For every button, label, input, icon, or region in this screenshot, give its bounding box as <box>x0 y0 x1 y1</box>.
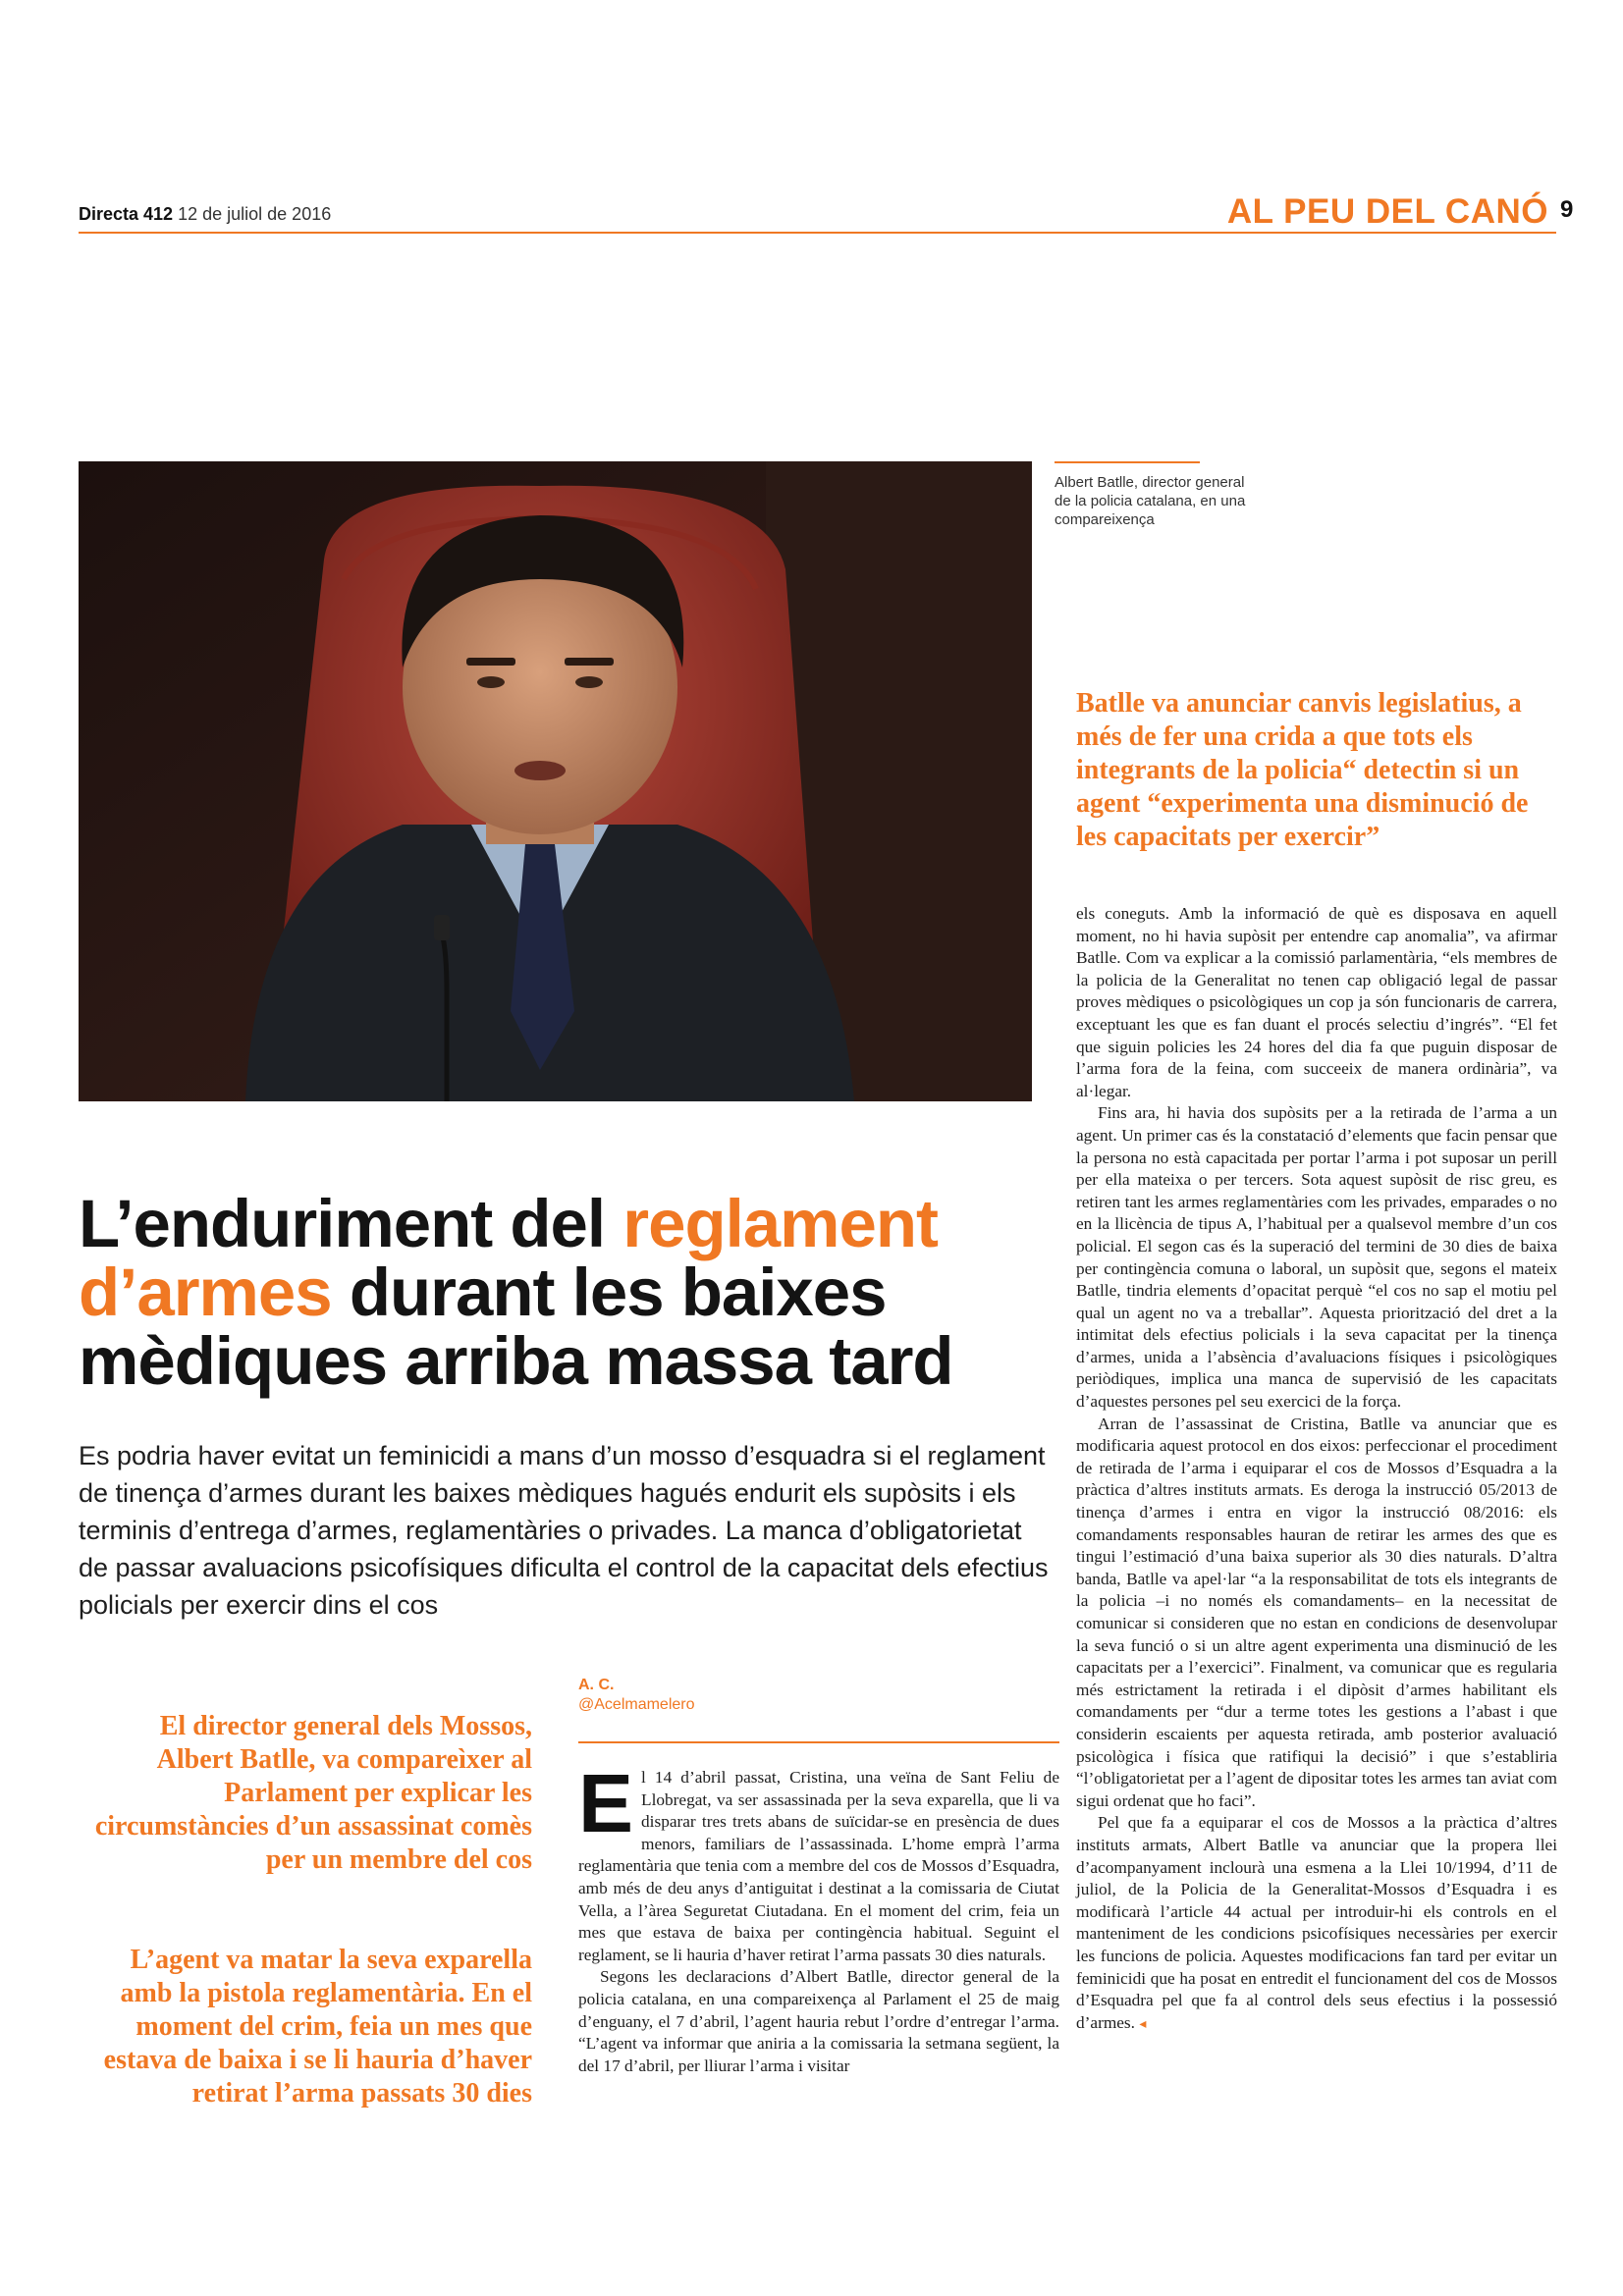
header-divider <box>79 232 1556 234</box>
standfirst: Es podria haver evitat un feminicidi a mans d’un mosso d’esquadra si el reglament de tinença d’armes durant les baixes mèdiques hagués endurit els supòsits i els terminis d’entrega d’armes, reglamentàries o privades. La manca d’obligatorietat de passar avaluacions psicofísiques dificulta el control de la capacitat dels efectius policials per exercir dins el cos <box>79 1441 1049 1620</box>
author-initials: A. C. <box>578 1677 615 1693</box>
end-mark-icon: ◂ <box>1139 2016 1147 2032</box>
pull-quote-left-2: L’agent va matar la seva exparella amb la pistola reglamentària. En el moment del crim, feia un mes que estava de baixa i se li hauria d’haver retirat l’arma passats 30 dies <box>103 1945 532 2109</box>
issue-info <box>79 204 331 225</box>
body-paragraph: els coneguts. Amb la informació de què es disposava en aquell moment, no hi havia supòsit per entendre cap anomalia”, va afirmar Batlle. Com va explicar a la comissió parlamentària, “els membres de la policia de la Generalitat no tenen cap obligació legal de passar proves mèdiques o psicològiques un cop ja són funcionaris de carrera, exceptuant les que es fan duant el procés selectiu d’ingrés”. “El fet que siguin policies les 24 hores del dia fa que puguin disposar de l’arma fora de la feina, com succeeix de manera ordinària”, va al·legar. <box>1076 904 1557 1100</box>
headline-part-2: durant les baixes mèdiques arriba massa tard <box>79 1255 953 1399</box>
body-column-1 <box>578 1757 1059 2077</box>
drop-cap: E <box>578 1757 634 1849</box>
body-paragraph: Segons les declaracions d’Albert Batlle, director general de la policia catalana, en una compareixença al Parlament el 25 de maig d’enguany, el 7 d’abril, l’agent hauria rebut l’ordre d’entregar l’arma. “L’agent va informar que aniria a la comissaria la setmana següent, la del 17 d’abril, per lliurar l’arma i visitar <box>578 1967 1059 2075</box>
pull-quote-right: Batlle va anunciar canvis legislatius, a més de fer una crida a que tots els integrants de la policia“ detectin si un agent “experimenta una disminució de les capacitats per exercir” <box>1076 688 1529 852</box>
paragraph-text: Pel que fa a equiparar el cos de Mossos a la pràctica d’altres instituts armats, Albert Batlle va anunciar que la propera llei d’acompanyament inclourà una esmena a la Llei 10/1994, d’11 de juliol, de la Policia de la Generalitat-Mossos d’Esquadra i es modificarà l’article 44 actual per introduir-hi els controls en el manteniment de les condicions psicofísiques necessàries per exercir les funcions de policia. Aquestes modificacions fan tard per evitar un feminicidi que ha posat en entredit el funcionament del cos de Mossos d’Esquadra pel que fa al control dels seus efectius i la possessió d’armes. <box>1076 1813 1557 2032</box>
headline-highlight: reglament d’armes <box>79 1186 939 1330</box>
body-paragraph: Fins ara, hi havia dos supòsits per a la retirada de l’arma a un agent. Un primer cas és la constatació d’elements que facin pensar que la persona no està capacitada per portar l’arma i pot suposar un perill per ella mateixa o per tercers. Sota aquest supòsit de risc greu, es retiren tant les armes reglamentàries com les privades, emparades o no en la llicència de tipus A, l’habitual per a qualsevol membre d’un cos policial. El segon cas és la superació del termini de 30 dies de baixa per contingència comuna o laboral, un supòsit que, segons el mateix Batlle, tindria elements d’opacitat perquè “el cos no sap el motiu pel qual un agent no va a treballar”. Aquesta priorització del dret a la intimitat dels efectius policials i la seva capacitat per la tinença d’armes, unida a l’absència d’avaluacions físiques i psicològiques periòdiques, implica una manca de supervisió de les capacitats d’aquestes persones pel seu exercici de la força. <box>1076 1103 1557 1412</box>
publication-name: Directa 412 <box>79 204 174 224</box>
page-number: 9 <box>1560 196 1574 223</box>
photo-illustration <box>79 461 1032 1101</box>
article-photo <box>79 461 1032 1101</box>
issue-date: 12 de juliol de 2016 <box>178 204 332 224</box>
byline <box>578 1677 1059 1714</box>
byline-divider <box>578 1741 1059 1743</box>
author-handle: @Acelmamelero <box>578 1696 695 1713</box>
pull-quote-left-1: El director general dels Mossos, Albert Batlle, va compareìxer al Parlament per explicar les circumstàncies d’un assassinat comès per un membre del cos <box>94 1711 532 1875</box>
headline-part-1: L’enduriment del <box>79 1186 623 1261</box>
headline <box>79 1186 1041 1399</box>
body-paragraph <box>578 1757 1059 1966</box>
photo-caption: Albert Batlle, director general de la policia catalana, en una compareixença <box>1055 474 1246 528</box>
body-paragraph <box>1076 1812 1557 2036</box>
body-paragraph: Arran de l’assassinat de Cristina, Batlle va anunciar que es modificaria aquest protocol en dos eixos: perfeccionar el procediment de retirada de l’arma i equiparar el cos de Mossos d’Esquadra a la pràctica d’altres instituts armats. Es deroga la instrucció 05/2013 de tinença d’armes i entra en vigor la instrucció 08/2016: els comandaments responsables hauran de retirar les armes des que es tingui l’estimació d’una baixa superior als 30 dies naturals. D’altra banda, Batlle va apel·lar “a la responsabilitat de tots els integrants de la policia –i no només els comandaments– en la necessitat de comunicar si consideren que no estan en condicions de desenvolupar la seva funció o si un altre agent experimenta una disminució de les capacitats per a l’exercici”. Finalment, va comunicar que es regularia més estrictament la retirada i el dipòsit d’armes habilitant els comandaments per “dur a terme totes les gestions a l’abast i que considerin escaients per aquesta retirada, amb posterior avaluació psicològica i física que ratifiqui la decisió” i que s’establiria “l’obligatorietat per a l’agent de dipositar totes les armes tan aviat com sigui ordenat que ho faci”. <box>1076 1414 1557 1810</box>
section-title: AL PEU DEL CANÓ <box>1226 192 1548 231</box>
caption-divider <box>1055 461 1200 463</box>
paragraph-text: l 14 d’abril passat, Cristina, una veïna de Sant Feliu de Llobregat, va ser assassinada per la seva exparella, que li va disparar tres trets abans de suïcidar-se en presència de dues menors, familiars de l’assassinada. L’home emprà l’arma reglamentària que tenia com a membre del cos de Mossos d’Esquadra, amb més de deu anys d’antiguitat i destinat a la comissaria de Ciutat Vella, a l’àrea Seguretat Ciutadana. En el moment del crim, feia un mes que estava de baixa per contingència habitual. Seguint el reglament, se li hauria d’haver retirat l’arma passats 30 dies naturals. <box>578 1768 1059 1964</box>
body-column-2 <box>1076 903 1557 2036</box>
